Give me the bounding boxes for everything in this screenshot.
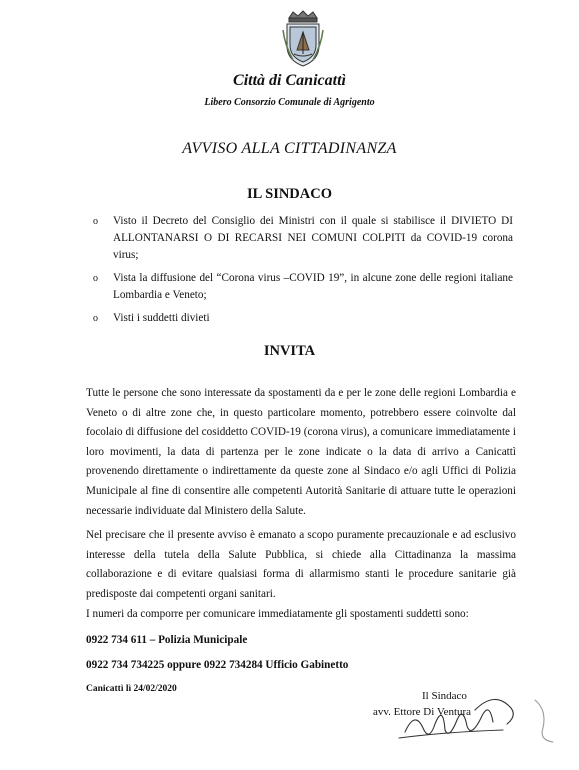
issuer-heading: IL SINDACO	[246, 186, 332, 202]
date-line: Canicattì lì 24/02/2020	[86, 684, 177, 694]
list-item: o Vista la diffusione del “Corona virus –COVID 19”, in alcune zone delle regioni italiane Lombardia e Veneto;	[93, 270, 513, 304]
signature-name: avv. Ettore Di Ventura	[373, 706, 472, 718]
body-paragraph: Nel precisare che il presente avviso è emanato a scopo puramente precauzionale e ad esclusivo interesse della tutela della Salute Pubblica, si chiede alla Cittadinanza la massima collaborazione e di evitare qualsiasi forma di allarmismo stanti le procedure sanitarie già predisposte dai competenti organi sanitari.	[86, 529, 516, 600]
list-item: o Visti i suddetti divieti	[93, 310, 513, 327]
contact-line: 0922 734 611 – Polizia Municipale	[86, 634, 248, 646]
signature-title: Il Sindaco	[422, 690, 467, 702]
city-title: Città di Canicattì	[233, 72, 346, 89]
list-item: o Visto il Decreto del Consiglio dei Ministri con il quale si stabilisce il DIVIETO DI ALLONTANARSI O DI RECARSI NEI COMUNI COLPITI da COVID-19 corona virus;	[93, 213, 513, 264]
city-subtitle: Libero Consorzio Comunale di Agrigento	[204, 97, 375, 108]
invita-heading: INVITA	[263, 343, 316, 359]
city-crest-icon	[281, 10, 325, 68]
body-paragraph: Tutte le persone che sono interessate da spostamenti da e per le zone delle regioni Lombardia e Veneto o di altre zone che, in questo particolare momento, potrebbero essere coinvolte dal focolaio di diffusione del cosiddetto COVID-19 (corona virus), a comunicare immediatamente i loro movimenti, la data di partenza per le zone indicate o la data di arrivo a Canicattì provenendo direttamente o indirettamente da queste zone al Sindaco e/o agli Uffici di Polizia Municipale al fine di consentire alle competenti Autorità Sanitarie di attuare tutte le operazioni necessarie individuate dal Ministero della Salute.	[86, 387, 516, 517]
notice-title: AVVISO ALLA CITTADINANZA	[182, 140, 397, 157]
body-paragraph: I numeri da comporre per comunicare immediatamente gli spostamenti suddetti sono:	[86, 608, 469, 620]
premises-list	[93, 213, 513, 333]
contact-line: 0922 734 734225 oppure 0922 734284 Ufficio Gabinetto	[86, 659, 349, 671]
handwritten-signature	[385, 680, 565, 750]
